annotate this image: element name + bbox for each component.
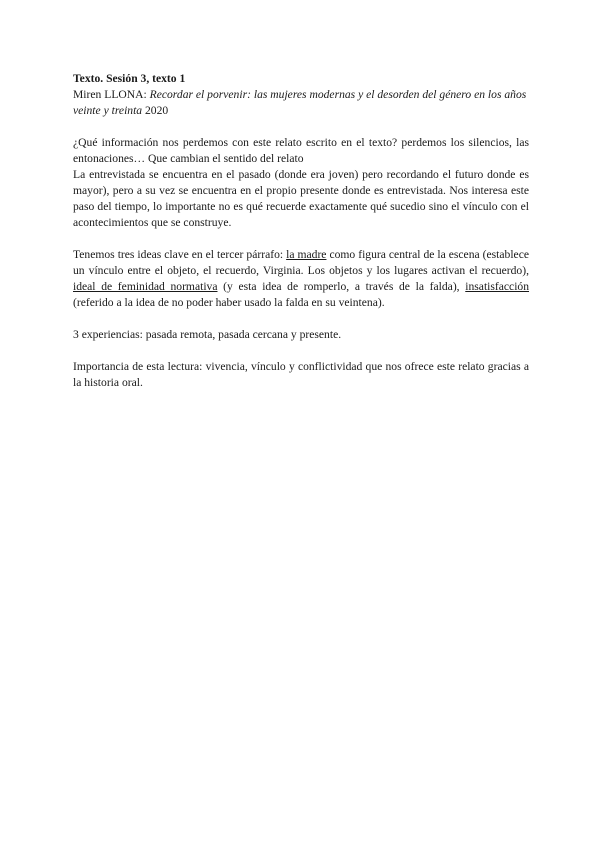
citation-author: Miren LLONA:: [73, 88, 150, 101]
key-ideas-intro: Tenemos tres ideas clave en el tercer párrafo:: [73, 248, 287, 261]
citation: [73, 87, 529, 119]
key-idea-madre: la madre: [286, 248, 327, 261]
document-title: Texto. Sesión 3, texto 1: [73, 72, 186, 85]
spacer: [73, 311, 529, 327]
citation-work-title: Recordar el porvenir: las mujeres modernas y el desorden del género en los años veinte y treinta: [73, 88, 527, 117]
key-ideas-text-1: como figura central de la escena (establece un vínculo entre el objeto, el recuerdo, Virginia. Los objetos y los lugares activan el recuerdo),: [73, 248, 529, 277]
paragraph-importance: Importancia de esta lectura: vivencia, vínculo y conflictividad que nos ofrece este relato gracias a la historia oral.: [73, 360, 529, 389]
key-idea-feminidad: ideal de feminidad normativa: [73, 280, 218, 293]
paragraph-interviewee: La entrevistada se encuentra en el pasado (donde era joven) pero recordando el futuro donde es mayor), pero a su vez se encuentra en el propio presente donde es entrevistada. Nos interesa este paso del tiempo, lo importante no es qué recuerde exactamente qué sucedio sino el vínculo con el acontecimientos que se construye.: [73, 168, 529, 229]
spacer: [73, 231, 529, 247]
key-idea-insatisfaccion: insatisfacción: [465, 280, 530, 293]
spacer: [73, 343, 529, 359]
paragraph-question: ¿Qué información nos perdemos con este relato escrito en el texto? perdemos los silencios, las entonaciones… Que cambian el sentido del relato: [73, 136, 529, 165]
paragraph-experiences: 3 experiencias: pasada remota, pasada cercana y presente.: [73, 328, 342, 341]
key-ideas-text-3: (referido a la idea de no poder haber usado la falda en su veintena).: [73, 296, 385, 309]
spacer: [73, 119, 529, 135]
key-ideas-text-2: (y esta idea de romperlo, a través de la falda),: [217, 280, 466, 293]
document-page: [73, 71, 529, 391]
paragraph-key-ideas: [73, 247, 529, 311]
citation-year: 2020: [142, 104, 169, 117]
